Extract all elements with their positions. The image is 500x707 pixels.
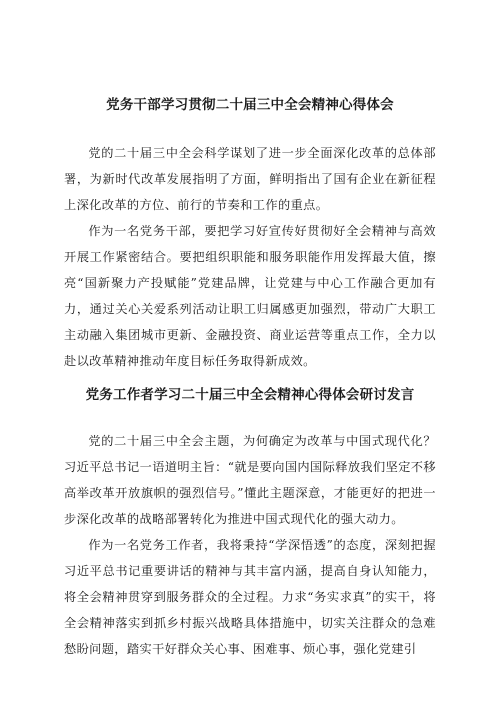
paragraph: 党的二十届三中全会科学谋划了进一步全面深化改革的总体部署，为新时代改革发展指明了方面，鲜明指出了国有企业在新征程上深化改革的方位、前行的节奏和工作的重点。 [64, 146, 436, 212]
section-body [64, 140, 436, 374]
section-title: 党务干部学习贯彻二十届三中全会精神心得体会 [106, 97, 394, 113]
section-body [64, 428, 436, 662]
section-title: 党务工作者学习二十届三中全会精神心得体会研讨发言 [85, 387, 415, 403]
paragraph: 作为一名党务干部，要把学习好宣传好贯彻好全会精神与高效开展工作紧密结合。要把组织职能和服务职能作用发挥最大值，擦亮“国新聚力产投赋能”党建品牌，让党建与中心工作融合更加有力，通过关心关爱系列活动让职工归属感更加强烈，带动广大职工主动融入集团城市更新、金融投资、商业运营等重点工作，全力以赴以改革精神推动年度目标任务取得新成效。 [64, 224, 436, 368]
paragraph: 作为一名党务工作者，我将秉持“学深悟透”的态度，深刻把握习近平总书记重要讲话的精神与其丰富内涵，提高自身认知能力，将全会精神贯穿到服务群众的全过程。力求“务实求真”的实干，将全会精神落实到抓乡村振兴战略具体措施中，切实关注群众的急难愁盼问题，踏实干好群众关心事、困难事、烦心事，强化党建引 [64, 538, 436, 656]
paragraph: 党的二十届三中全会主题，为何确定为改革与中国式现代化？习近平总书记一语道明主旨：“就是要向国内国际释放我们坚定不移高举改革开放旗帜的强烈信号。”懂此主题深意，才能更好的把进一步深化改革的战略部署转化为推进中国式现代化的强大动力。 [64, 434, 436, 526]
